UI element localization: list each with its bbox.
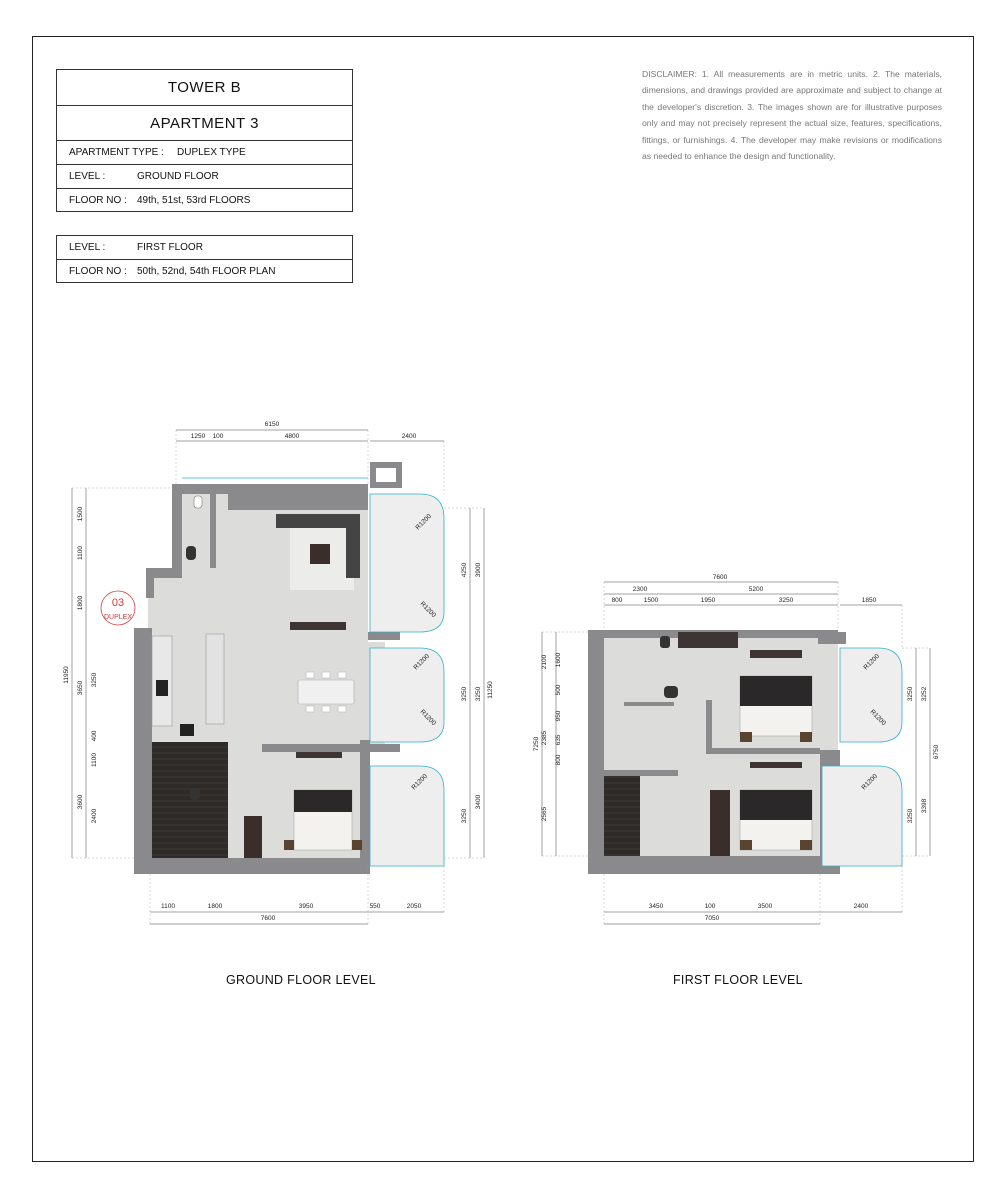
info-value: DUPLEX TYPE (177, 147, 246, 158)
wall (146, 568, 154, 598)
wall (262, 744, 400, 752)
radius-label: R1200 (862, 652, 881, 672)
dim-left-e: 3250 (91, 672, 98, 688)
dim-left-h: 3600 (77, 794, 84, 810)
oven (156, 680, 168, 696)
nightstand (352, 840, 362, 850)
dim-left-a: 1500 (77, 506, 84, 522)
dim-top-c: 4800 (284, 433, 300, 440)
dim-bottom-c: 3950 (298, 903, 314, 910)
dim-right-f: 3250 (461, 808, 468, 824)
radius-label: R1200 (860, 772, 879, 792)
disclaimer-text: DISCLAIMER: 1. All measurements are in metric units. 2. The materials, dimensions, and drawings provided are approximate and subject to change at the developer's discretion. 3. The images shown are for illustrative purposes only and may not precisely represent the actual size, features, specifications, fittings, or furnishings. 4. The developer may make revisions or modifications as needed to enhance the design and functionality. (642, 69, 942, 162)
tower-title: TOWER B (57, 70, 352, 106)
tv-unit (750, 762, 802, 768)
dim-bottom-overall: 7050 (704, 915, 720, 922)
dim-bottom-overall: 7600 (260, 915, 276, 922)
bath-toilet (190, 788, 200, 800)
dim-right-c: 6750 (933, 744, 940, 760)
wall (708, 748, 820, 754)
bed-cover (740, 790, 812, 820)
toilet (194, 496, 202, 508)
duplex-badge (101, 591, 135, 625)
radius-label: R1200 (418, 600, 438, 619)
wall (706, 700, 712, 754)
badge-label: DUPLEX (103, 614, 133, 621)
dim-left-d: 950 (555, 710, 562, 722)
wall (134, 628, 152, 874)
dim-top-c: 800 (611, 597, 623, 604)
dim-bottom-a: 1100 (161, 903, 175, 910)
dim-left-g: 1100 (91, 753, 98, 767)
bed-cover (294, 790, 352, 812)
dim-right-b: 3252 (921, 686, 928, 702)
basin (186, 546, 196, 560)
dim-left-overall: 11950 (63, 666, 70, 684)
info-label: FLOOR NO : (69, 265, 127, 277)
info-value: 50th, 52nd, 54th FLOOR PLAN (137, 265, 276, 277)
dim-top-balcony: 2400 (401, 433, 417, 440)
nightstand (284, 840, 294, 850)
tv-unit (296, 752, 342, 758)
dim-top-a: 2300 (632, 586, 648, 593)
dim-left-h: 2565 (541, 806, 548, 822)
staircase (152, 742, 228, 858)
dim-right-e: 3250 (907, 808, 914, 824)
dim-bottom-b: 100 (704, 903, 716, 910)
dim-right-c: 3250 (461, 686, 468, 702)
ground-floor-plan (63, 421, 494, 924)
dim-bottom-balcony: 2400 (853, 903, 869, 910)
wall (210, 494, 216, 568)
dim-top-overall: 7600 (712, 574, 728, 581)
first-floor-title: FIRST FLOOR LEVEL (673, 973, 803, 987)
badge-number: 03 (111, 597, 125, 609)
wall (360, 740, 370, 870)
radius-label: R1200 (410, 772, 429, 792)
nightstand (800, 840, 812, 850)
info-value: 49th, 51st, 53rd FLOORS (137, 194, 251, 206)
kitchen-island (206, 634, 224, 724)
nightstand (800, 732, 812, 742)
wall (368, 632, 400, 640)
wall (588, 856, 820, 874)
dim-top-e: 1950 (700, 597, 716, 604)
dim-left-e: 2385 (541, 730, 548, 746)
dim-left-c: 500 (555, 684, 562, 696)
wall (604, 770, 678, 776)
dim-left-g: 800 (555, 754, 562, 766)
dim-bottom-c: 3500 (757, 903, 773, 910)
dim-bottom-e: 2050 (406, 903, 422, 910)
dim-right-e: 11250 (487, 681, 494, 699)
bed-cover (740, 676, 812, 706)
nightstand (740, 732, 752, 742)
info-value: FIRST FLOOR (137, 242, 203, 253)
apartment-title: APARTMENT 3 (57, 106, 352, 141)
nightstand (740, 840, 752, 850)
wall (588, 630, 604, 874)
dim-top-d: 1500 (643, 597, 659, 604)
info-label: APARTMENT TYPE : (69, 147, 164, 158)
wall (172, 484, 182, 574)
dim-top-a: 1250 (190, 433, 206, 440)
dim-left-b: 1600 (555, 652, 562, 668)
dim-left-f: 635 (555, 734, 562, 746)
info-label: LEVEL : (69, 171, 106, 182)
planter (818, 632, 846, 644)
radius-label: R1200 (414, 512, 433, 532)
dim-top-b: 100 (212, 433, 224, 440)
wardrobe (710, 790, 730, 856)
basin (664, 686, 678, 698)
radius-label: R1200 (418, 708, 438, 727)
dim-top-f: 3250 (778, 597, 794, 604)
dim-right-b: 3900 (475, 562, 482, 578)
dim-top-overall: 6150 (264, 421, 280, 428)
ground-floor-title: GROUND FLOOR LEVEL (226, 973, 376, 987)
tv-unit (750, 650, 802, 658)
info-value: GROUND FLOOR (137, 171, 219, 182)
toilet (660, 636, 670, 648)
wardrobe (678, 632, 738, 648)
dim-right-a: 3250 (907, 686, 914, 702)
dim-bottom-a: 3450 (648, 903, 664, 910)
dining-table (298, 680, 354, 704)
dim-left-a: 2100 (541, 654, 548, 670)
radius-label: R1200 (868, 708, 888, 727)
fridge (180, 724, 194, 736)
dim-left-i: 2400 (91, 808, 98, 824)
dim-bottom-d: 550 (369, 903, 381, 910)
wall (290, 622, 346, 630)
wall (228, 484, 368, 510)
dim-left-f: 400 (91, 730, 98, 742)
planter (376, 468, 396, 482)
wardrobe (244, 816, 262, 858)
dim-top-b: 5200 (748, 586, 764, 593)
balcony-shapes (370, 494, 444, 866)
dim-right-g: 3400 (475, 794, 482, 810)
dim-left-b: 1100 (77, 546, 84, 560)
coffee-table (310, 544, 330, 564)
dim-right-d: 3250 (475, 686, 482, 702)
dim-left-d: 3650 (77, 680, 84, 696)
staircase (604, 776, 640, 856)
dim-left-overall: 7250 (533, 736, 540, 752)
dim-right-a: 4250 (461, 562, 468, 578)
dim-bottom-b: 1800 (207, 903, 223, 910)
info-label: LEVEL : (69, 242, 106, 253)
info-label: FLOOR NO : (69, 194, 127, 206)
wall (134, 858, 370, 874)
radius-label: R1200 (412, 652, 431, 672)
first-floor-plan (533, 574, 940, 924)
dim-left-c: 1800 (77, 595, 84, 611)
dim-right-d: 3398 (921, 798, 928, 814)
wall (624, 702, 674, 706)
dim-top-balcony: 1850 (861, 597, 877, 604)
